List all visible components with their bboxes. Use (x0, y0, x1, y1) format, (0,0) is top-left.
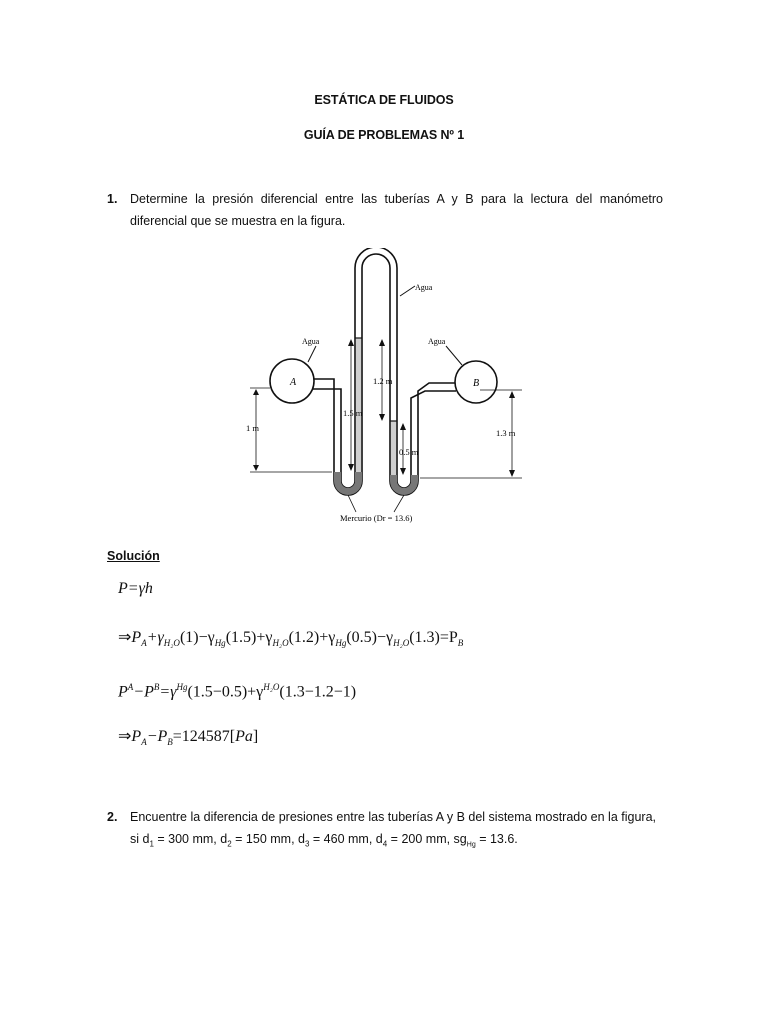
label-0-5m: 0.5 m (399, 447, 419, 457)
problem-2-number: 2. (107, 810, 118, 824)
document-title: ESTÁTICA DE FLUIDOS (314, 93, 454, 107)
pipe-a-label: A (290, 377, 297, 388)
solution-heading: Solución (107, 549, 160, 563)
document-subtitle: GUÍA DE PROBLEMAS Nº 1 (303, 128, 465, 142)
label-1-3m: 1.3 m (496, 428, 516, 438)
label-1m: 1 m (246, 423, 259, 433)
manometer-diagram (240, 248, 530, 528)
tube-outer (312, 254, 456, 495)
problem-2-line-2: si $d_1 = 300$ mm, $d_2 = 150$ mm, $d_3 = 460$ mm, $d_4 = 200$ mm, $sg_{Hg} = 13.6$. (130, 832, 518, 849)
problem-2-text (130, 806, 663, 857)
label-1-2m: 1.2 m (373, 376, 393, 386)
equation-2: $\Rightarrow P_A+\gamma_{H_2O}(1)-\gamma_{Hg}(1.5)+\gamma_{H_2O}(1.2)+\gamma_{Hg}(0.5)-\gamma_{H_2O}(1.3)=P_B$ (118, 629, 464, 649)
problem-1-line-2: diferencial que se muestra en la figura. (130, 214, 346, 228)
label-1-5m: 1.5 m (343, 408, 363, 418)
problem-1-text (130, 188, 663, 232)
water-column-center-right (391, 421, 396, 475)
problem-1-line-1: Determine la presión diferencial entre las tuberías A y B para la lectura del manómetro (130, 192, 663, 206)
label-agua-left: Agua (302, 337, 320, 346)
water-column-center-left (356, 338, 361, 472)
equation-1: P=γh (118, 580, 153, 597)
label-agua-right: Agua (428, 337, 446, 346)
equation-3: $P^A-P^B=\gamma^{Hg}(1.5-0.5)+\gamma^{H_2O}(1.3-1.2-1)$ (118, 682, 357, 701)
label-agua-top: Agua (415, 283, 433, 292)
problem-1-number: 1. (107, 192, 118, 206)
manometer-figure (240, 248, 530, 528)
problem-1 (107, 188, 663, 232)
problem-2 (107, 806, 663, 857)
equation-4: $\Rightarrow P_A-P_B=124587[Pa]$ (118, 728, 259, 748)
pipe-b-label: B (473, 378, 480, 389)
label-mercurio: Mercurio (Dr = 13.6) (340, 513, 413, 523)
problem-2-line-1: Encuentre la diferencia de presiones entre las tuberías A y B del sistema mostrado en la figura, (130, 810, 656, 824)
